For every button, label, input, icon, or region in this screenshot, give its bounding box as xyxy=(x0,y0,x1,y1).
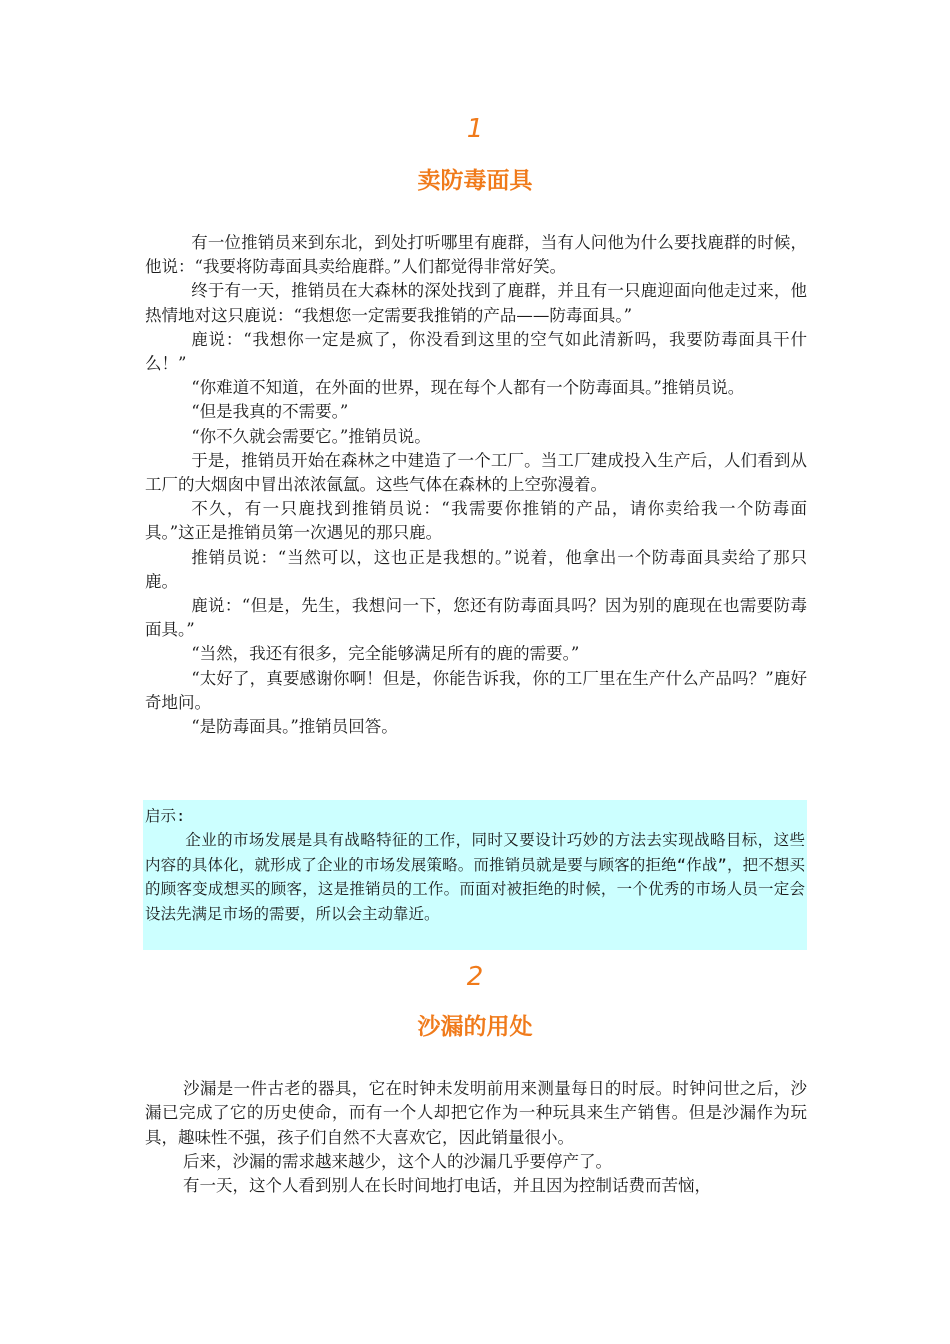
paragraph: 有一位推销员来到东北，到处打听哪里有鹿群，当有人问他为什么要找鹿群的时候，他说：“我要将防毒面具卖给鹿群。”人们都觉得非常好笑。 xyxy=(145,233,807,277)
paragraph: 鹿说：“我想你一定是疯了，你没看到这里的空气如此清新吗，我要防毒面具干什么！” xyxy=(145,329,807,374)
paragraph: “是防毒面具。”推销员回答。 xyxy=(191,717,398,737)
paragraph: 鹿说：“但是，先生，我想问一下，您还有防毒面具吗？因为别的鹿现在也需要防毒面具。” xyxy=(145,596,807,640)
story-body xyxy=(145,1077,807,1198)
paragraph: 终于有一天，推销员在大森林的深处找到了鹿群，并且有一只鹿迎面向他走过来，他热情地对这只鹿说：“我想您一定需要我推销的产品——防毒面具。” xyxy=(145,281,807,325)
section-number: 1 xyxy=(466,114,484,144)
insight-text: 企业的市场发展是具有战略特征的工作，同时又要设计巧妙的方法去实现战略目标，这些内容的具体化，就形成了企业的市场发展策略。而推销员就是要与顾客的拒绝“作战”，把不想买的顾客变成想买的顾客，这是推销员的工作。而面对被拒绝的时候，一个优秀的市场人员一定会设法先满足市场的需要，所以会主动靠近。 xyxy=(145,831,805,923)
paragraph: “你不久就会需要它。”推销员说。 xyxy=(191,426,431,446)
insight-callout xyxy=(143,800,807,950)
paragraph: 推销员说：“当然可以，这也正是我想的。”说着，他拿出一个防毒面具卖给了那只鹿。 xyxy=(145,547,807,591)
section-number: 2 xyxy=(466,962,484,992)
paragraph: “当然，我还有很多，完全能够满足所有的鹿的需要。” xyxy=(191,644,580,664)
paragraph: “你难道不知道，在外面的世界，现在每个人都有一个防毒面具。”推销员说。 xyxy=(191,378,745,398)
paragraph: 有一天，这个人看到别人在长时间地打电话，并且因为控制话费而苦恼， xyxy=(182,1176,711,1196)
section-title: 沙漏的用处 xyxy=(417,1014,533,1040)
story-body xyxy=(145,231,807,739)
paragraph: “但是我真的不需要。” xyxy=(191,402,349,422)
paragraph: 不久，有一只鹿找到推销员说：“我需要你推销的产品，请你卖给我一个防毒面具。”这正是推销员第一次遇见的那只鹿。 xyxy=(145,499,807,543)
paragraph: 沙漏是一件古老的器具，它在时钟未发明前用来测量每日的时辰。时钟问世之后，沙漏已完成了它的历史使命，而有一个人却把它作为一种玩具来生产销售。但是沙漏作为玩具，趣味性不强，孩子们自然不大喜欢它，因此销量很小。 xyxy=(145,1079,807,1147)
paragraph: 于是，推销员开始在森林之中建造了一个工厂。当工厂建成投入生产后，人们看到从工厂的大烟囱中冒出浓浓氤氲。这些气体在森林的上空弥漫着。 xyxy=(145,450,807,495)
section-title: 卖防毒面具 xyxy=(417,168,533,194)
paragraph: 后来，沙漏的需求越来越少，这个人的沙漏几乎要停产了。 xyxy=(182,1151,612,1171)
paragraph: “太好了，真要感谢你啊！但是，你能告诉我，你的工厂里在生产什么产品吗？”鹿好奇地问。 xyxy=(145,668,807,712)
insight-label: 启示: xyxy=(145,807,186,825)
